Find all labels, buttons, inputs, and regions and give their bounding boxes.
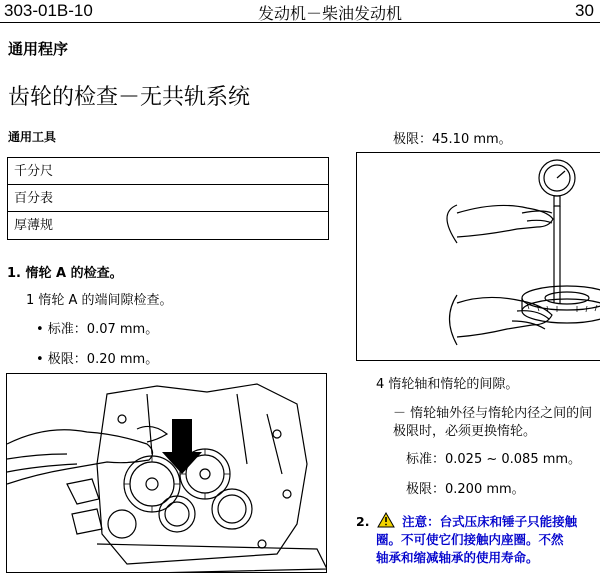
step4-desc-line2: 极限时，必须更换惰轮。 — [393, 424, 537, 439]
step4-standard: 标准：0.025 ~ 0.085 mm。 — [406, 452, 582, 467]
step4-desc-line1: － 惰轮轴外径与惰轮内径之间的间 — [393, 406, 593, 421]
tool-row: 厚薄规 — [14, 218, 54, 233]
header-title: 发动机－柴油发动机 — [258, 4, 403, 23]
caution-line1: 注意：台式压床和锤子只能接触 — [402, 514, 578, 529]
tools-table — [7, 157, 329, 240]
header-rule — [0, 22, 600, 23]
page-number: 30 — [575, 1, 594, 20]
caution-step-number: 2. — [356, 514, 370, 529]
right-top-limit: 极限：45.10 mm。 — [393, 132, 512, 147]
caution-note — [356, 512, 600, 567]
step1-sub: 1 惰轮 A 的端间隙检查。 — [26, 293, 173, 308]
step4-limit: 极限：0.200 mm。 — [406, 482, 525, 497]
warning-icon — [377, 512, 395, 528]
tool-row: 千分尺 — [8, 158, 328, 185]
section-label: 通用程序 — [8, 40, 69, 58]
step1-limit: • 极限：0.20 mm。 — [36, 352, 159, 367]
gear-train-figure — [6, 373, 327, 573]
step1-heading: 1. 惰轮 A 的检查。 — [7, 266, 123, 281]
caution-line2: 圈。不可使它们接触内座圈。不然 — [376, 532, 564, 547]
step4-title: 4 惰轮轴和惰轮的间隙。 — [376, 377, 519, 392]
tool-row: 百分表 — [8, 185, 328, 212]
tools-heading: 通用工具 — [8, 130, 57, 144]
step1-standard: • 标准：0.07 mm。 — [36, 322, 159, 337]
bore-gauge-illustration — [357, 153, 600, 361]
caution-line3: 轴承和缩减轴承的使用寿命。 — [376, 550, 539, 565]
bore-gauge-figure — [356, 152, 600, 361]
doc-code: 303-01B-10 — [4, 1, 93, 20]
page-title: 齿轮的检查－无共轨系统 — [8, 85, 251, 110]
gear-train-illustration — [7, 374, 327, 573]
